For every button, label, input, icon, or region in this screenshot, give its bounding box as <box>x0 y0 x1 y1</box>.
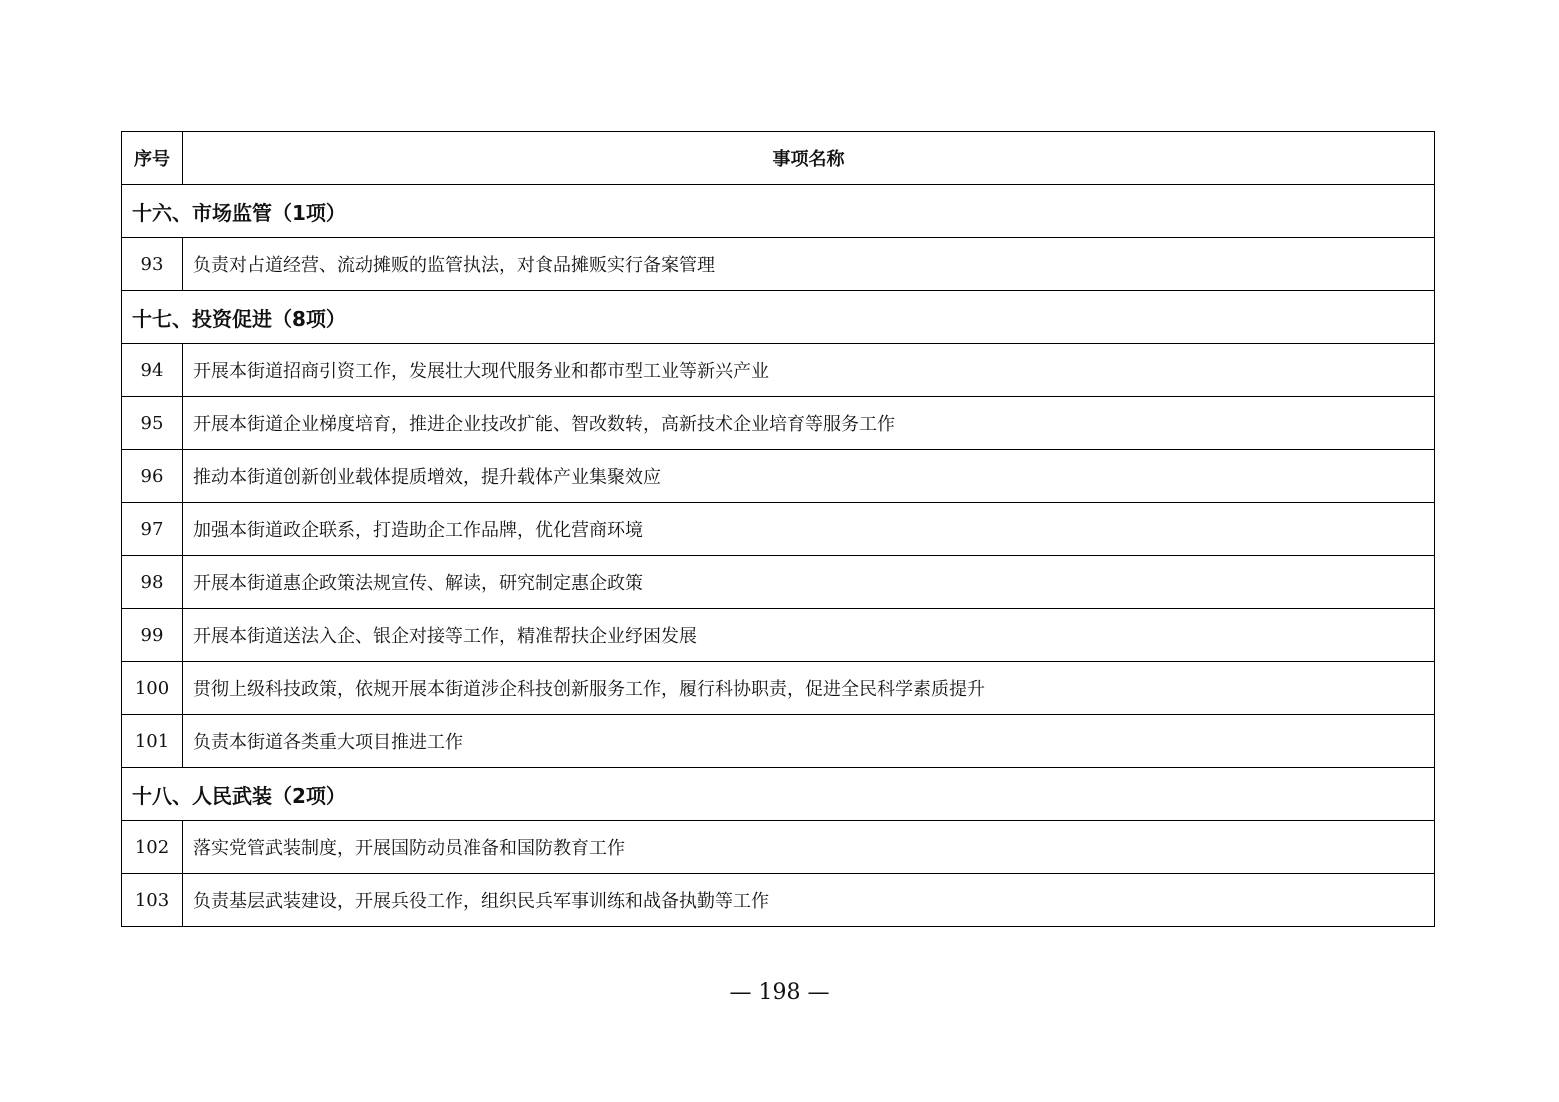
table-row <box>122 450 1435 503</box>
section-title: 十六、市场监管（1项） <box>122 185 1435 238</box>
table-body <box>122 185 1435 927</box>
item-text: 加强本街道政企联系，打造助企工作品牌，优化营商环境 <box>183 503 1435 556</box>
item-text: 开展本街道送法入企、银企对接等工作，精准帮扶企业纾困发展 <box>183 609 1435 662</box>
item-number: 101 <box>122 715 183 768</box>
matters-table <box>121 131 1435 927</box>
item-number: 102 <box>122 821 183 874</box>
table-row <box>122 238 1435 291</box>
item-text: 开展本街道惠企政策法规宣传、解读，研究制定惠企政策 <box>183 556 1435 609</box>
table-row <box>122 715 1435 768</box>
item-text: 推动本街道创新创业载体提质增效，提升载体产业集聚效应 <box>183 450 1435 503</box>
item-text: 负责对占道经营、流动摊贩的监管执法，对食品摊贩实行备案管理 <box>183 238 1435 291</box>
table-header-row <box>122 132 1435 185</box>
item-number: 94 <box>122 344 183 397</box>
table-row <box>122 609 1435 662</box>
item-number: 97 <box>122 503 183 556</box>
item-text: 开展本街道招商引资工作，发展壮大现代服务业和都市型工业等新兴产业 <box>183 344 1435 397</box>
section-row <box>122 291 1435 344</box>
table-row <box>122 874 1435 927</box>
item-number: 103 <box>122 874 183 927</box>
item-text: 落实党管武装制度，开展国防动员准备和国防教育工作 <box>183 821 1435 874</box>
section-title: 十八、人民武装（2项） <box>122 768 1435 821</box>
item-text: 开展本街道企业梯度培育，推进企业技改扩能、智改数转，高新技术企业培育等服务工作 <box>183 397 1435 450</box>
item-number: 98 <box>122 556 183 609</box>
item-number: 99 <box>122 609 183 662</box>
item-text: 负责本街道各类重大项目推进工作 <box>183 715 1435 768</box>
header-number: 序号 <box>122 132 183 185</box>
table-row <box>122 344 1435 397</box>
section-title: 十七、投资促进（8项） <box>122 291 1435 344</box>
item-number: 95 <box>122 397 183 450</box>
table-row <box>122 503 1435 556</box>
item-number: 100 <box>122 662 183 715</box>
item-number: 96 <box>122 450 183 503</box>
item-text: 负责基层武装建设，开展兵役工作，组织民兵军事训练和战备执勤等工作 <box>183 874 1435 927</box>
table-row <box>122 397 1435 450</box>
section-row <box>122 185 1435 238</box>
item-text: 贯彻上级科技政策，依规开展本街道涉企科技创新服务工作，履行科协职责，促进全民科学素质提升 <box>183 662 1435 715</box>
item-number: 93 <box>122 238 183 291</box>
table-row <box>122 556 1435 609</box>
section-row <box>122 768 1435 821</box>
table-row <box>122 821 1435 874</box>
page-number: — 198 — <box>729 980 830 1005</box>
header-name: 事项名称 <box>183 132 1435 185</box>
table-row <box>122 662 1435 715</box>
